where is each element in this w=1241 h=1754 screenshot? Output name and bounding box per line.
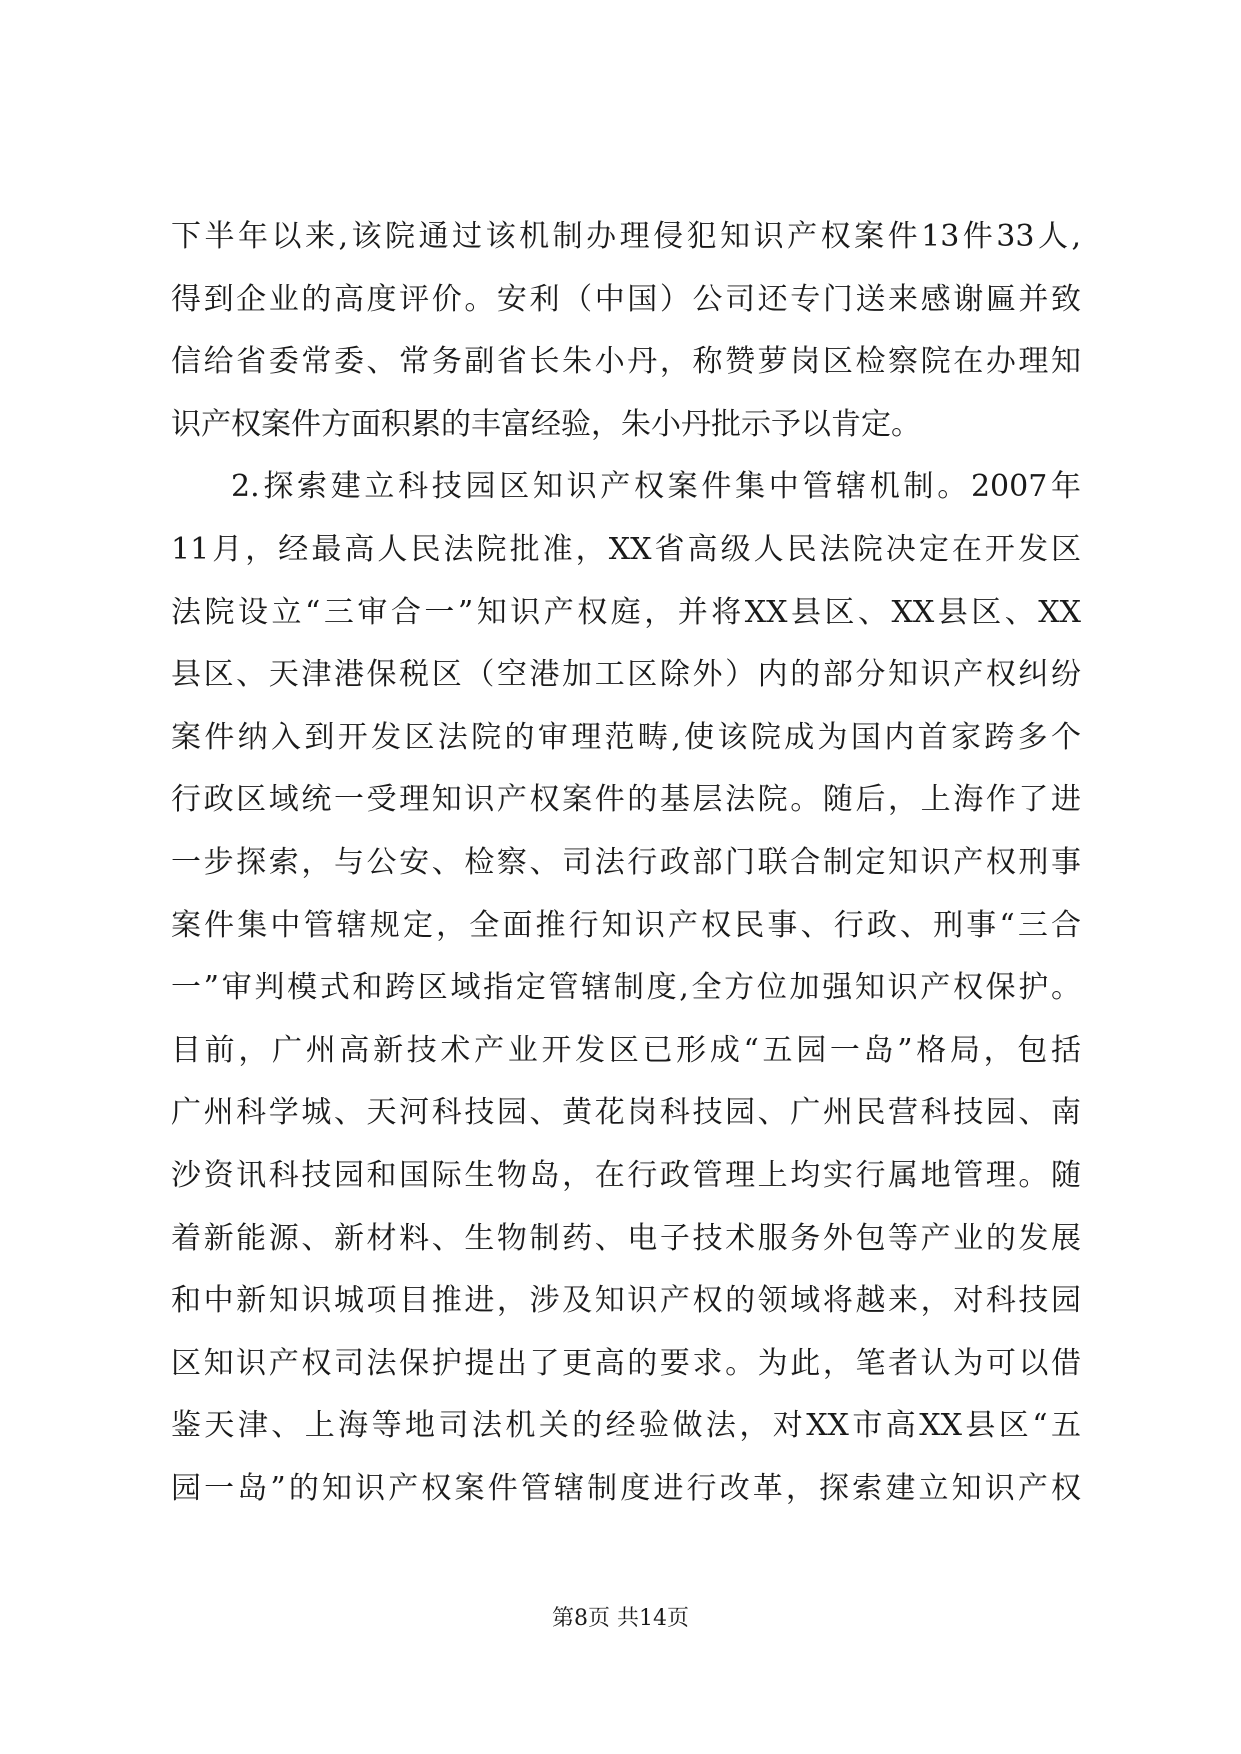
text-line: 一步探索，与公安、检察、司法行政部门联合制定知识产权刑事 xyxy=(171,844,1081,880)
text-line: 识产权案件方面积累的丰富经验，朱小丹批示予以肯定。 xyxy=(171,406,921,442)
text-line: 目前，广州高新技术产业开发区已形成“五园一岛”格局，包括 xyxy=(171,1032,1081,1068)
text-line: 和中新知识城项目推进，涉及知识产权的领域将越来，对科技园 xyxy=(171,1283,1081,1319)
text-line: 一”审判模式和跨区域指定管辖制度,全方位加强知识产权保护。 xyxy=(171,970,1081,1006)
text-line: 园一岛”的知识产权案件管辖制度进行改革，探索建立知识产权 xyxy=(171,1470,1081,1506)
text-line: 区知识产权司法保护提出了更高的要求。为此，笔者认为可以借 xyxy=(171,1345,1081,1381)
page-number-footer: 第8页 共14页 xyxy=(552,1606,689,1631)
text-line: 案件集中管辖规定，全面推行知识产权民事、行政、刑事“三合 xyxy=(171,907,1081,943)
body-text xyxy=(171,206,1081,1520)
text-line: 鉴天津、上海等地司法机关的经验做法，对XX市高XX县区“五 xyxy=(171,1408,1081,1444)
text-line: 行政区域统一受理知识产权案件的基层法院。随后，上海作了进 xyxy=(171,782,1081,818)
text-line: 法院设立“三审合一”知识产权庭，并将XX县区、XX县区、XX xyxy=(171,594,1081,630)
text-line: 广州科学城、天河科技园、黄花岗科技园、广州民营科技园、南 xyxy=(171,1095,1081,1131)
text-line: 案件纳入到开发区法院的审理范畴,使该院成为国内首家跨多个 xyxy=(171,719,1081,755)
text-line: 沙资讯科技园和国际生物岛，在行政管理上均实行属地管理。随 xyxy=(171,1157,1081,1193)
text-line: 11月，经最高人民法院批准，XX省高级人民法院决定在开发区 xyxy=(171,531,1081,567)
text-line: 信给省委常委、常务副省长朱小丹，称赞萝岗区检察院在办理知 xyxy=(171,344,1081,380)
text-line: 2.探索建立科技园区知识产权案件集中管辖机制。2007年 xyxy=(231,469,1081,505)
text-line: 着新能源、新材料、生物制药、电子技术服务外包等产业的发展 xyxy=(171,1220,1081,1256)
text-line: 县区、天津港保税区（空港加工区除外）内的部分知识产权纠纷 xyxy=(171,657,1081,693)
text-line: 下半年以来,该院通过该机制办理侵犯知识产权案件13件33人, xyxy=(171,219,1081,254)
text-line: 得到企业的高度评价。安利（中国）公司还专门送来感谢匾并致 xyxy=(171,281,1081,317)
